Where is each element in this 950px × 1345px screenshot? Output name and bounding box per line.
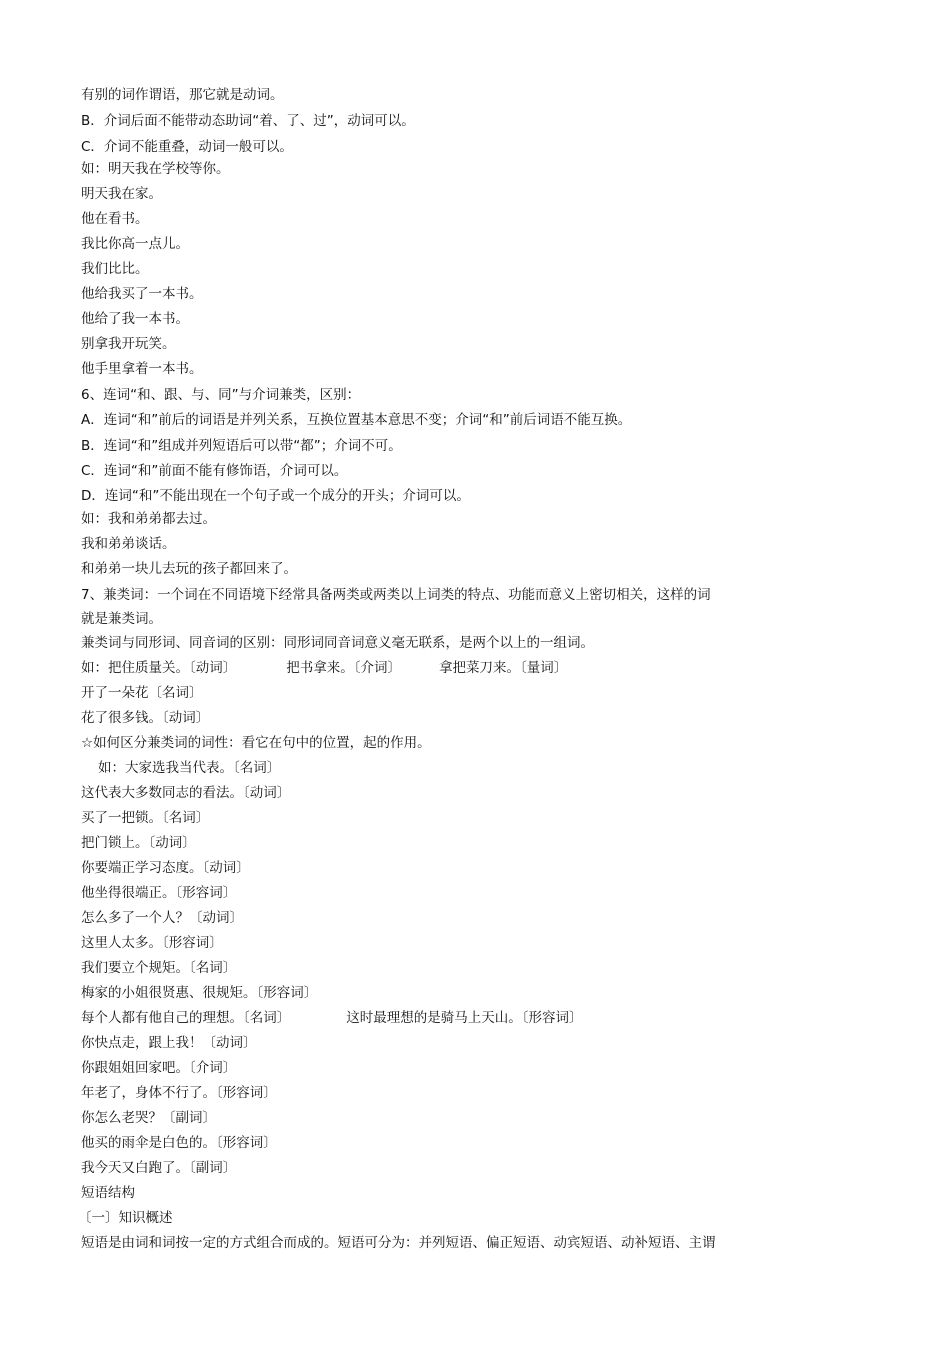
- text-line: 这代表大多数同志的看法。〔动词〕: [81, 785, 291, 801]
- text-line: A．连词“和”前后的词语是并列关系，互换位置基本意思不变；介词“和”前后词语不能互换。: [81, 412, 632, 428]
- example-segment: 把书拿来。〔介词〕: [286, 660, 401, 676]
- text-line: 梅家的小姐很贤惠、很规矩。〔形容词〕: [81, 985, 318, 1001]
- example-segment: 这时最理想的是骑马上天山。〔形容词〕: [346, 1010, 583, 1026]
- text-line: 花了很多钱。〔动词〕: [81, 710, 210, 726]
- text-line: 把门锁上。〔动词〕: [81, 835, 196, 851]
- text-line: D．连词“和”不能出现在一个句子或一个成分的开头；介词可以。: [81, 488, 470, 504]
- text-line: 就是兼类词。: [81, 611, 162, 627]
- text-line: 他给我买了一本书。: [81, 286, 203, 302]
- text-line: 如：我和弟弟都去过。: [81, 511, 216, 527]
- text-line: 年老了，身体不行了。〔形容词〕: [81, 1085, 277, 1101]
- text-line: 他手里拿着一本书。: [81, 361, 203, 377]
- subsection-heading: 〔一〕知识概述: [78, 1210, 173, 1226]
- text-line: 如：大家选我当代表。〔名词〕: [98, 760, 281, 776]
- text-line: 和弟弟一块儿去玩的孩子都回来了。: [81, 561, 297, 577]
- text-line: 你要端正学习态度。〔动词〕: [81, 860, 250, 876]
- text-line: 这里人太多。〔形容词〕: [81, 935, 223, 951]
- text-line: B．连词“和”组成并列短语后可以带“都”；介词不可。: [81, 438, 402, 454]
- text-line: 如：明天我在学校等你。: [81, 161, 230, 177]
- text-line: 我今天又白跑了。〔副词〕: [81, 1160, 237, 1176]
- text-line: 你快点走，跟上我！〔动词〕: [81, 1035, 257, 1051]
- text-line: 兼类词与同形词、同音词的区别：同形词同音词意义毫无联系，是两个以上的一组词。: [81, 635, 594, 651]
- text-line: 你跟姐姐回家吧。〔介词〕: [81, 1060, 237, 1076]
- text-line: 开了一朵花〔名词〕: [81, 685, 203, 701]
- text-line: 明天我在家。: [81, 186, 162, 202]
- text-line: C．连词“和”前面不能有修饰语，介词可以。: [81, 463, 348, 479]
- example-line: [81, 659, 567, 677]
- section-heading: 短语结构: [81, 1185, 135, 1201]
- section-heading: 7、兼类词：一个词在不同语境下经常具备两类或两类以上词类的特点、功能而意义上密切相关，这样的词: [81, 587, 711, 603]
- text-line: 我比你高一点儿。: [81, 236, 189, 252]
- example-segment: 每个人都有他自己的理想。〔名词〕: [81, 1010, 291, 1026]
- example-segment: 拿把菜刀来。〔量词〕: [439, 660, 568, 676]
- text-line: 他在看书。: [81, 211, 149, 227]
- text-line: 短语是由词和词按一定的方式组合而成的。短语可分为：并列短语、偏正短语、动宾短语、动补短语、主谓: [81, 1235, 716, 1251]
- text-line: ☆如何区分兼类词的词性：看它在句中的位置，起的作用。: [81, 735, 431, 751]
- text-line: 他买的雨伞是白色的。〔形容词〕: [81, 1135, 277, 1151]
- text-line: 我和弟弟谈话。: [81, 536, 176, 552]
- text-line: 买了一把锁。〔名词〕: [81, 810, 210, 826]
- text-line: 我们要立个规矩。〔名词〕: [81, 960, 237, 976]
- text-line: 他给了我一本书。: [81, 311, 189, 327]
- text-line: 我们比比。: [81, 261, 149, 277]
- text-line: 怎么多了一个人？〔动词〕: [81, 910, 243, 926]
- text-line: 他坐得很端正。〔形容词〕: [81, 885, 237, 901]
- text-line: 你怎么老哭？〔副词〕: [81, 1110, 216, 1126]
- text-line: C．介词不能重叠，动词一般可以。: [81, 139, 293, 155]
- text-line: 有别的词作谓语，那它就是动词。: [81, 87, 284, 103]
- section-heading: 6、连词“和、跟、与、同”与介词兼类，区别：: [81, 387, 361, 403]
- text-line: 别拿我开玩笑。: [81, 336, 176, 352]
- example-segment: 如：把住质量关。〔动词〕: [81, 660, 237, 676]
- text-line: B．介词后面不能带动态助词“着、了、过”，动词可以。: [81, 113, 415, 129]
- example-line: [81, 1009, 583, 1027]
